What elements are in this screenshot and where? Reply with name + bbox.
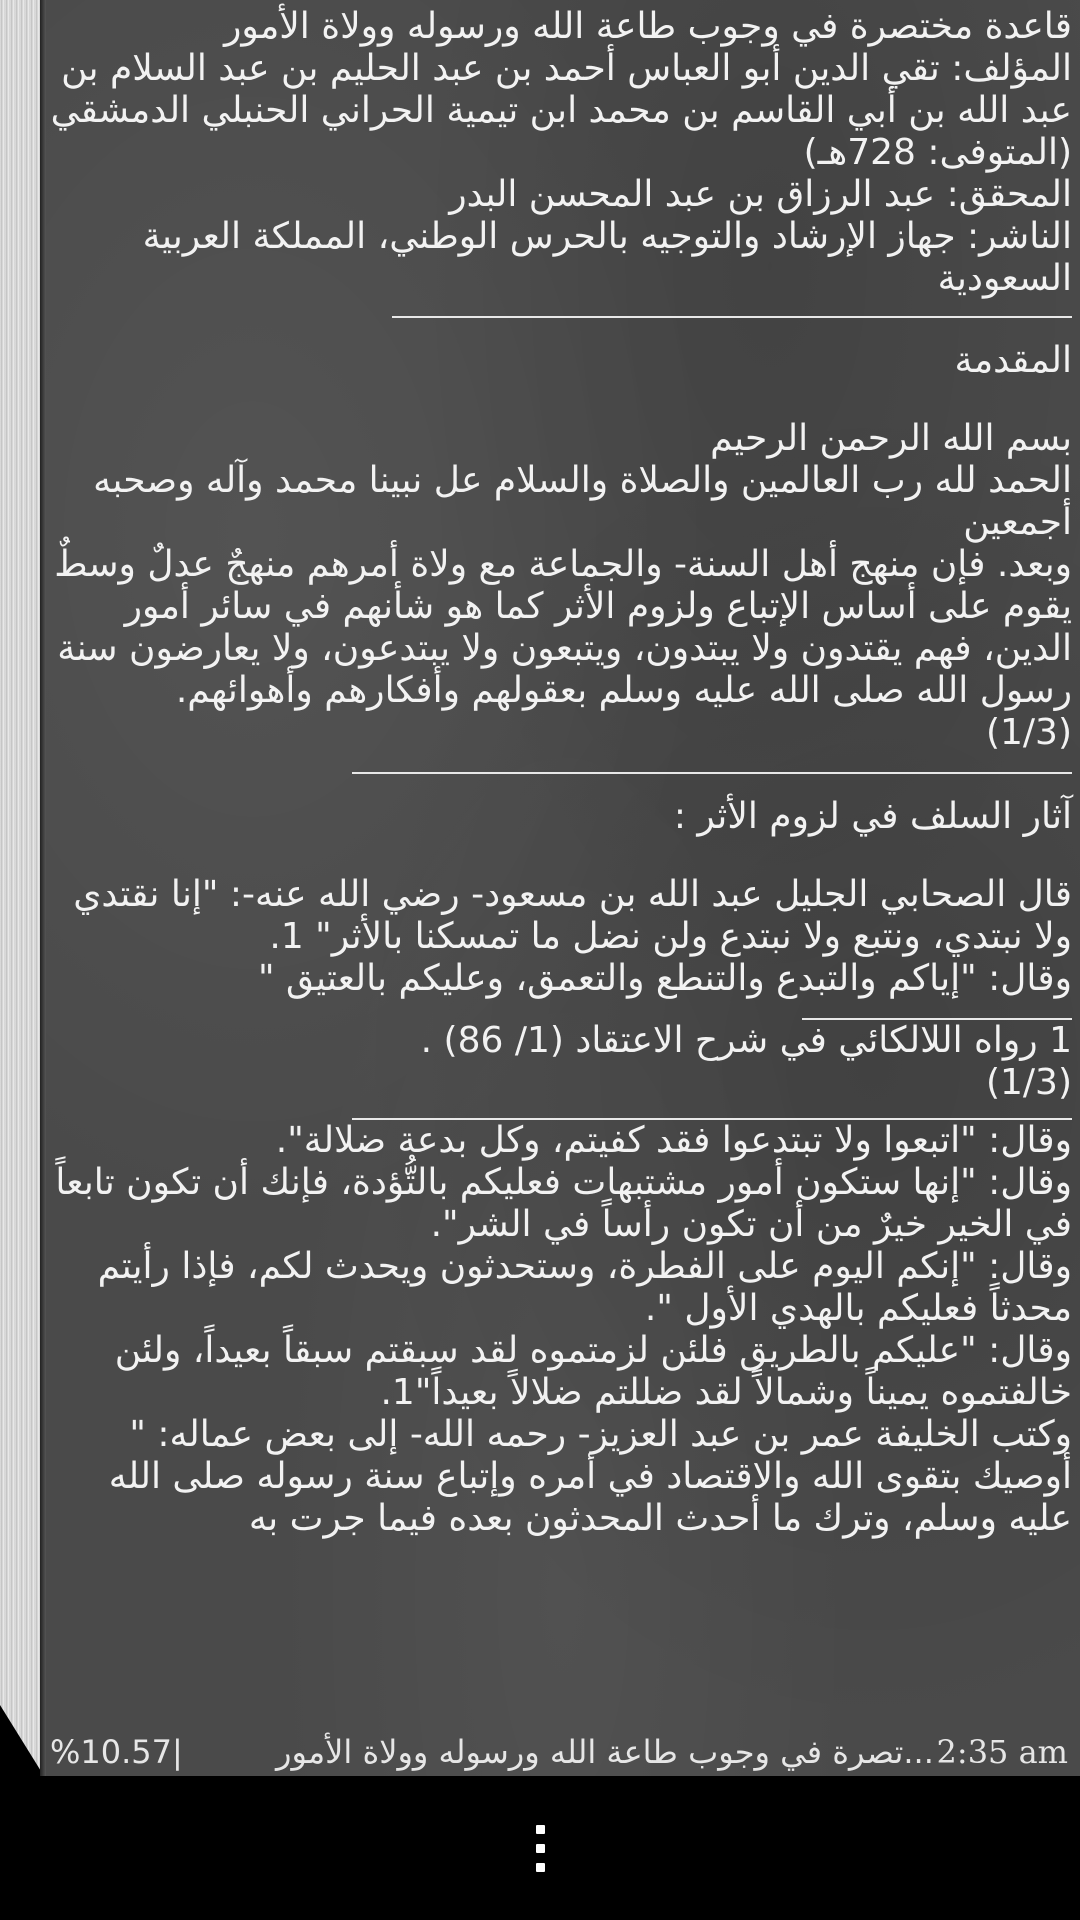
book-title: قاعدة مختصرة في وجوب طاعة الله ورسوله وولاة الأمور bbox=[224, 6, 1072, 47]
paragraph: قال الصحابي الجليل عبد الله بن مسعود- رضي الله عنه-: "إنا نقتدي ولا نبتدي، ونتبع ولا نبتدع ولن نضل ما تمسكنا بالأثر" 1. bbox=[73, 874, 1072, 957]
paragraph: وقال: "إنها ستكون أمور مشتبهات فعليكم بالتُّؤدة، فإنك أن تكون تابعاً في الخير خيرٌ من أن تكون رأساً في الشر". bbox=[55, 1162, 1072, 1245]
page-marker: (1/3) bbox=[985, 1062, 1072, 1103]
footnote: 1 رواه اللالكائي في شرح الاعتقاد (1/ 86) . bbox=[420, 1020, 1072, 1061]
navigation-bar bbox=[0, 1776, 1080, 1920]
paragraph: وقال: "اتبعوا ولا تبتدعوا فقد كفيتم، وكل بدعة ضلالة". bbox=[275, 1120, 1072, 1161]
more-vert-icon[interactable] bbox=[520, 1798, 560, 1898]
paragraph: وقال: "إياكم والتبدع والتنطع والتعمق، وعليكم بالعتيق " bbox=[258, 958, 1072, 999]
section-heading: المقدمة bbox=[954, 340, 1072, 381]
page-marker: (1/3) bbox=[985, 712, 1072, 753]
book-author: المؤلف: تقي الدين أبو العباس أحمد بن عبد الحليم بن عبد السلام بن عبد الله بن أبي القاسم بن محمد ابن تيمية الحراني الحنبلي الدمشقي (المتوفى: 728هـ) bbox=[50, 48, 1072, 173]
paragraph: وكتب الخليفة عمر بن عبد العزيز- رحمه الله- إلى بعض عماله: " أوصيك بتقوى الله والاقتصاد في أمره وإتباع سنة رسوله صلى الله عليه وسلم، وترك ما أحدث المحدثون بعده فيما جرت به bbox=[108, 1414, 1072, 1539]
page-content bbox=[46, 6, 1072, 1540]
reader-status-bar bbox=[46, 1730, 1080, 1774]
book-editor: المحقق: عبد الرزاق بن عبد المحسن البدر bbox=[449, 174, 1072, 215]
clock: 2:35 am bbox=[936, 1733, 1068, 1771]
section-divider bbox=[392, 316, 1072, 318]
section-heading: آثار السلف في لزوم الأثر : bbox=[673, 796, 1072, 837]
paragraph: وقال: "إنكم اليوم على الفطرة، وستحدثون ويحدث لكم، فإذا رأيتم محدثاً فعليكم بالهدي الأول ". bbox=[97, 1246, 1072, 1329]
book-publisher: الناشر: جهاز الإرشاد والتوجيه بالحرس الوطني، المملكة العربية السعودية bbox=[142, 216, 1072, 299]
paragraph: وبعد. فإن منهج أهل السنة- والجماعة مع ولاة أمرهم منهجٌ عدلٌ وسطٌ يقوم على أساس الإتباع ولزوم الأثر كما هو شأنهم في سائر أمور الدين، فهم يقتدون ولا يبتدون، ويتبعون ولا يبتدعون، ولا يعارضون سنة رسول الله صلى الله عليه وسلم بعقولهم وأفكارهم وأهوائهم. bbox=[54, 544, 1072, 711]
paragraph: الحمد لله رب العالمين والصلاة والسلام عل نبينا محمد وآله وصحبه أجمعين bbox=[93, 460, 1072, 543]
paragraph: وقال: "عليكم بالطريق فلئن لزمتموه لقد سبقتم سبقاً بعيداً، ولئن خالفتموه يميناً وشمالاً لقد ضللتم ضلالاً بعيداً"1. bbox=[114, 1330, 1072, 1413]
paragraph: بسم الله الرحمن الرحيم bbox=[710, 418, 1072, 459]
page-stack-edge bbox=[0, 0, 44, 1776]
section-divider bbox=[352, 772, 1072, 774]
reading-progress: %10.57| bbox=[50, 1733, 183, 1771]
status-book-title: ...تصرة في وجوب طاعة الله ورسوله وولاة الأمور bbox=[276, 1733, 934, 1771]
book-page[interactable] bbox=[46, 0, 1080, 1776]
